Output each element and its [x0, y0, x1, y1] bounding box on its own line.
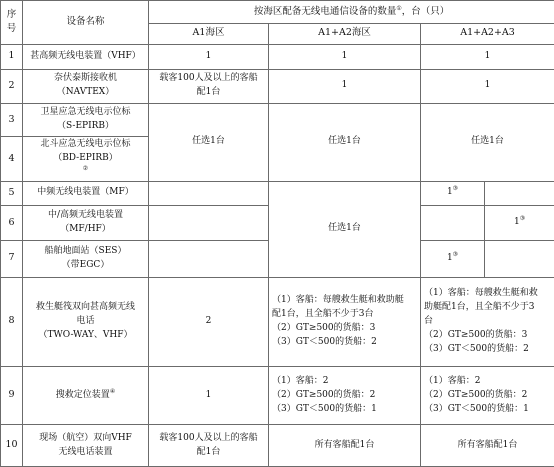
cell-a1a2a3-left: 1③ [421, 241, 485, 277]
row-number: 9 [1, 367, 23, 425]
cell-a1-epirb: 任选1台 [149, 103, 269, 181]
cell-a1a2a3: （1）客船：每艘救生艇和救 助艇配1台，且全船不少于3 台 （2）GT≥500的货船：3 （3）GT＜500的货船：2 [421, 277, 554, 366]
table-row [1, 44, 554, 69]
row-number: 1 [1, 44, 23, 69]
row-number: 5 [1, 181, 23, 205]
cell-a1 [149, 205, 269, 240]
cell-a1a2a3-left [421, 205, 485, 240]
cell-a1a2a3-right [485, 241, 554, 277]
header-config-title: 按海区配备无线电通信设备的数量①，台（只） [149, 1, 554, 24]
cell-a1: 1 [149, 367, 269, 425]
device-name: 甚高频无线电装置（VHF） [23, 44, 149, 69]
device-name: 救生艇筏双向甚高频无线 电话 （TWO-WAY、VHF） [23, 277, 149, 366]
table-row [1, 103, 554, 136]
device-name: 船舶地面站（SES） （带EGC） [23, 241, 149, 277]
cell-a1a2a3: 1 [421, 44, 554, 69]
device-name: 奈伏泰斯接收机 （NAVTEX） [23, 69, 149, 103]
cell-a1: 2 [149, 277, 269, 366]
cell-a1a2a3-right [485, 181, 554, 205]
cell-a1a2a3-epirb: 任选1台 [421, 103, 554, 181]
device-name: 卫星应急无线电示位标 （S-EPIRB） [23, 103, 149, 136]
header-area-a1a2: A1+A2海区 [269, 23, 421, 44]
table-row [1, 69, 554, 103]
table-row [1, 277, 554, 366]
header-device-name: 设备名称 [23, 1, 149, 45]
row-number: 2 [1, 69, 23, 103]
cell-a1: 载客100人及以上的客船 配1台 [149, 69, 269, 103]
row-number: 8 [1, 277, 23, 366]
cell-a1a2a3-left: 1③ [421, 181, 485, 205]
cell-a1a2-mf-hf-ses: 任选1台 [269, 181, 421, 277]
table-row [1, 367, 554, 425]
cell-a1a2: 所有客船配1台 [269, 425, 421, 467]
cell-a1a2: （1）客船：2 （2）GT≥500的货船：2 （3）GT＜500的货船：1 [269, 367, 421, 425]
row-number: 7 [1, 241, 23, 277]
cell-a1a2a3: 1 [421, 69, 554, 103]
header-seq: 序 号 [1, 1, 23, 45]
cell-a1a2: （1）客船：每艘救生艇和救助艇 配1台，且全船不少于3台 （2）GT≥500的货船：3 （3）GT＜500的货船：2 [269, 277, 421, 366]
cell-a1: 1 [149, 44, 269, 69]
cell-a1 [149, 181, 269, 205]
row-number: 10 [1, 425, 23, 467]
device-name: 现场（航空）双向VHF 无线电话装置 [23, 425, 149, 467]
cell-a1: 载客100人及以上的客船 配1台 [149, 425, 269, 467]
device-name: 中频无线电装置（MF） [23, 181, 149, 205]
device-name: 北斗应急无线电示位标 （BD-EPIRB） ② [23, 137, 149, 182]
table-row [1, 181, 554, 205]
cell-a1 [149, 241, 269, 277]
header-area-a1a2a3: A1+A2+A3 [421, 23, 554, 44]
row-number: 3 [1, 103, 23, 136]
cell-a1a2: 1 [269, 69, 421, 103]
cell-a1a2a3: 所有客船配1台 [421, 425, 554, 467]
cell-a1a2-epirb: 任选1台 [269, 103, 421, 181]
device-name: 搜救定位装置④ [23, 367, 149, 425]
device-name: 中/高频无线电装置 （MF/HF） [23, 205, 149, 240]
header-area-a1: A1海区 [149, 23, 269, 44]
table-row [1, 425, 554, 467]
cell-a1a2a3: （1）客船：2 （2）GT≥500的货船：2 （3）GT＜500的货船：1 [421, 367, 554, 425]
cell-a1a2: 1 [269, 44, 421, 69]
footnote-mark: ① [396, 4, 402, 12]
row-number: 4 [1, 137, 23, 182]
row-number: 6 [1, 205, 23, 240]
cell-a1a2a3-right: 1③ [485, 205, 554, 240]
